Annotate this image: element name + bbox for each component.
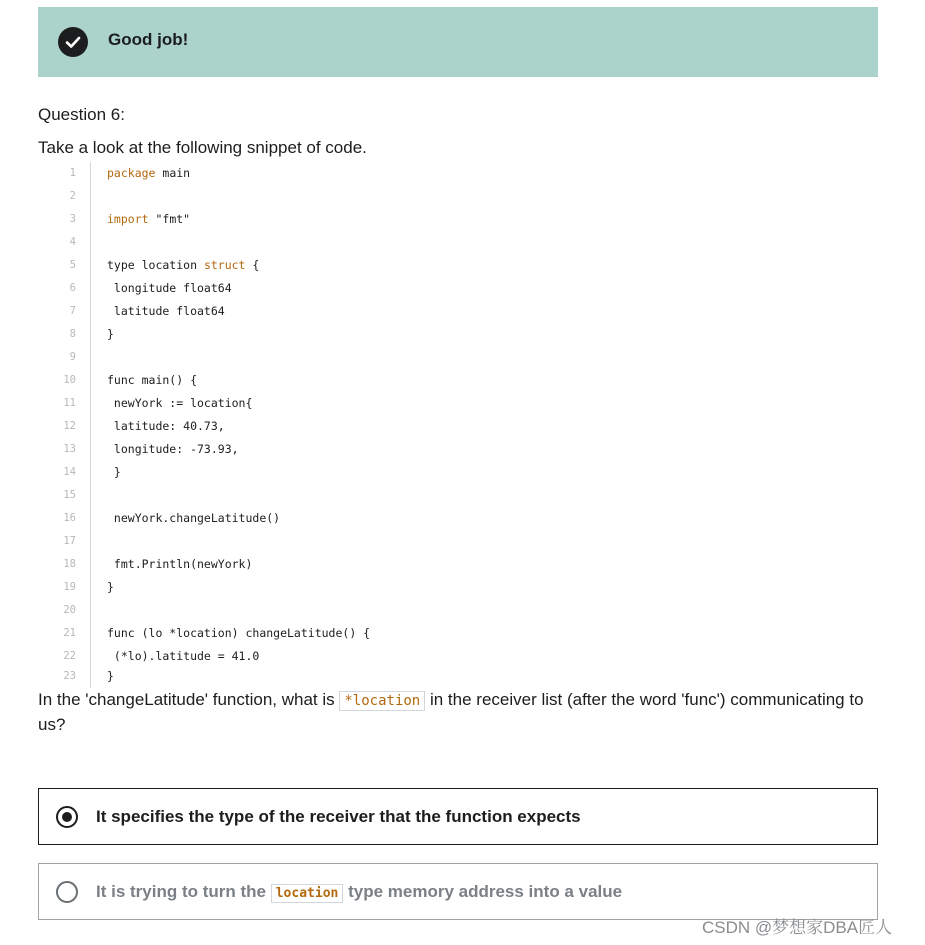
line-number: 10 bbox=[63, 374, 76, 386]
option-text-before: It is trying to turn the bbox=[96, 882, 266, 901]
code-line bbox=[38, 369, 638, 392]
code-text: } bbox=[107, 669, 114, 683]
line-number: 20 bbox=[63, 604, 76, 616]
question-intro: Take a look at the following snippet of code. bbox=[38, 138, 367, 157]
line-number: 7 bbox=[69, 305, 76, 317]
line-number: 16 bbox=[63, 512, 76, 524]
code-line bbox=[38, 599, 638, 622]
question-prompt bbox=[38, 688, 878, 737]
code-text: (*lo).latitude = 41.0 bbox=[107, 649, 260, 663]
line-number: 21 bbox=[63, 627, 76, 639]
code-line bbox=[38, 461, 638, 484]
radio-selected-icon[interactable] bbox=[56, 806, 78, 828]
line-number: 15 bbox=[63, 489, 76, 501]
inline-code-location: location bbox=[271, 884, 344, 903]
code-line bbox=[38, 300, 638, 323]
code-line bbox=[38, 254, 638, 277]
line-number: 12 bbox=[63, 420, 76, 432]
radio-unselected-icon[interactable] bbox=[56, 881, 78, 903]
code-text: package main bbox=[107, 166, 191, 180]
code-text: type location struct { bbox=[107, 258, 260, 272]
code-line bbox=[38, 185, 638, 208]
prompt-text-after: in the receiver list (after the word 'func') communicating to us? bbox=[38, 690, 864, 734]
code-text: newYork := location{ bbox=[107, 396, 253, 410]
line-number: 3 bbox=[69, 213, 76, 225]
answer-option-2[interactable] bbox=[38, 863, 878, 920]
code-line bbox=[38, 392, 638, 415]
line-number: 18 bbox=[63, 558, 76, 570]
code-text: fmt.Println(newYork) bbox=[107, 557, 253, 571]
line-number: 5 bbox=[69, 259, 76, 271]
line-number: 9 bbox=[69, 351, 76, 363]
line-number: 22 bbox=[63, 650, 76, 662]
line-number: 11 bbox=[63, 397, 76, 409]
line-number: 1 bbox=[69, 167, 76, 179]
code-line bbox=[38, 507, 638, 530]
code-line bbox=[38, 415, 638, 438]
code-text: func main() { bbox=[107, 373, 198, 387]
code-text: func (lo *location) changeLatitude() { bbox=[107, 626, 371, 640]
option-label: It specifies the type of the receiver that the function expects bbox=[96, 807, 581, 826]
code-line bbox=[38, 665, 638, 688]
code-text: } bbox=[107, 327, 114, 341]
check-circle-icon bbox=[58, 27, 88, 57]
code-line bbox=[38, 346, 638, 369]
success-banner bbox=[38, 7, 878, 77]
code-text: longitude: -73.93, bbox=[107, 442, 239, 456]
line-number: 14 bbox=[63, 466, 76, 478]
code-line bbox=[38, 484, 638, 507]
code-text: } bbox=[107, 465, 121, 479]
line-number: 4 bbox=[69, 236, 76, 248]
line-number: 23 bbox=[63, 670, 76, 682]
code-line bbox=[38, 530, 638, 553]
code-line bbox=[38, 323, 638, 346]
option-label bbox=[96, 882, 622, 902]
code-line bbox=[38, 438, 638, 461]
code-text: import "fmt" bbox=[107, 212, 191, 226]
code-line bbox=[38, 162, 638, 185]
code-line bbox=[38, 622, 638, 645]
line-number: 17 bbox=[63, 535, 76, 547]
banner-message: Good job! bbox=[108, 30, 189, 49]
line-number: 8 bbox=[69, 328, 76, 340]
code-text: latitude float64 bbox=[107, 304, 225, 318]
question-title: Question 6: bbox=[38, 105, 125, 124]
code-text: } bbox=[107, 580, 114, 594]
line-number: 19 bbox=[63, 581, 76, 593]
code-line bbox=[38, 277, 638, 300]
code-line bbox=[38, 553, 638, 576]
code-text: longitude float64 bbox=[107, 281, 232, 295]
code-text: latitude: 40.73, bbox=[107, 419, 225, 433]
code-line bbox=[38, 208, 638, 231]
watermark: CSDN @梦想家DBA匠人 bbox=[702, 918, 893, 937]
inline-code-location-pointer: *location bbox=[339, 691, 425, 711]
prompt-text-before: In the 'changeLatitude' function, what is bbox=[38, 690, 335, 709]
code-line bbox=[38, 231, 638, 254]
line-number: 6 bbox=[69, 282, 76, 294]
code-line bbox=[38, 576, 638, 599]
option-text-after: type memory address into a value bbox=[348, 882, 623, 901]
line-number: 13 bbox=[63, 443, 76, 455]
answer-option-1[interactable] bbox=[38, 788, 878, 845]
line-number: 2 bbox=[69, 190, 76, 202]
code-text: newYork.changeLatitude() bbox=[107, 511, 281, 525]
code-snippet bbox=[38, 162, 878, 688]
